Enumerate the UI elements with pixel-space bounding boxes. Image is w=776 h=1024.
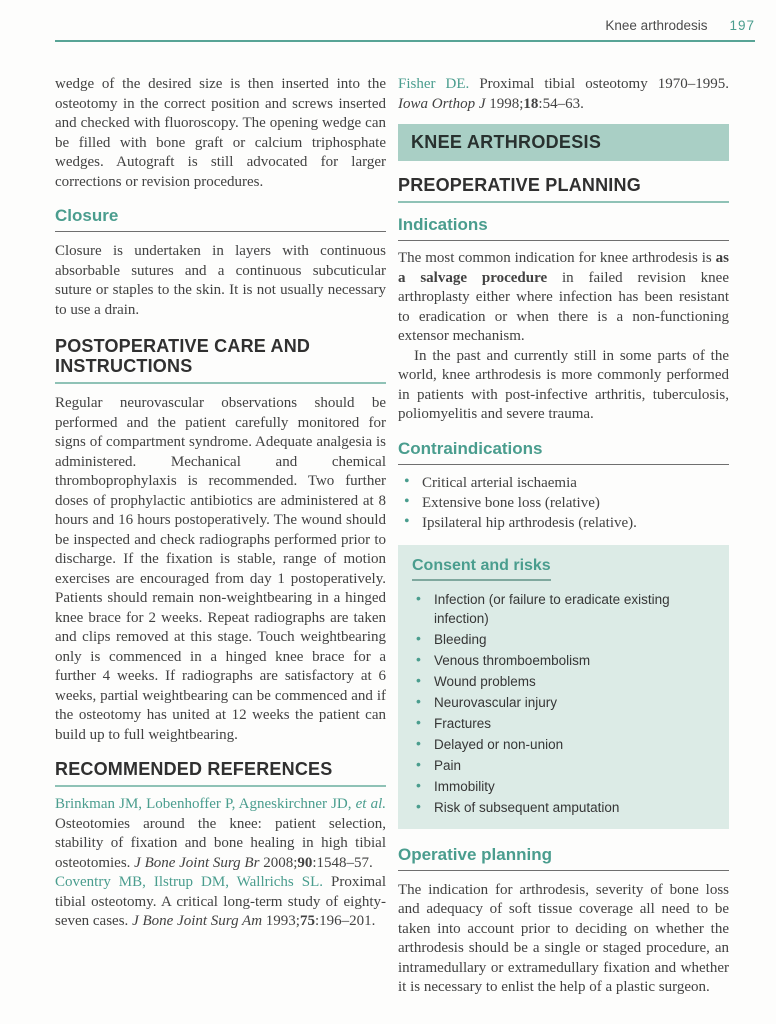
two-column-layout xyxy=(55,75,729,998)
indications-heading: Indications xyxy=(398,215,729,241)
list-item: • Ipsilateral hip arthrodesis (relative). xyxy=(398,513,729,533)
reference-etal: et al. xyxy=(355,796,386,812)
operative-planning-heading: Operative planning xyxy=(398,845,729,871)
intro-paragraph: wedge of the desired size is then inserted into the osteotomy in the correct position and screws inserted and checked with fluoroscopy. The opening wedge can be filled with bone graft or calcium triphosphate wedges. Autograft is still advocated for larger corrections or revision procedures. xyxy=(55,76,386,190)
reference-authors: Fisher DE. xyxy=(398,76,470,92)
list-item: • Wound problems xyxy=(412,672,715,691)
reference-volume: 18 xyxy=(523,95,539,112)
reference-journal: J Bone Joint Surg Br xyxy=(134,854,260,871)
list-item: • Immobility xyxy=(412,777,715,796)
postoperative-paragraph: Regular neurovascular observations should be performed and the patient carefully monitored for signs of compartment syndrome. Adequate analgesia is administered. Mechanical and chemical thromboprophylaxis is recommended. Two further doses of prophylactic antibiotics are administered at 8 hours and 16 hours postoperatively. The wound should be inspected and check radiographs performed prior to discharge. If the fixation is stable, range of motion exercises are encouraged from day 1 postoperatively. Patients should remain non-weightbearing in a hinged knee brace for 2 weeks. Repeat radiographs are taken and clips removed at this stage. Touch weightbearing only is commenced in a hinged knee brace for a further 4 weeks. If radiographs are satisfactory at 6 weeks, partial weightbearing can be commenced and if the osteotomy has united at 12 weeks the patient can build up to full weightbearing. xyxy=(55,395,386,743)
contraindications-list xyxy=(398,473,729,533)
preoperative-planning-heading: PREOPERATIVE PLANNING xyxy=(398,175,729,203)
running-header xyxy=(55,18,755,42)
reference-year: 1998; xyxy=(485,95,524,112)
reference-authors: Coventry MB, Ilstrup DM, Wallrichs SL. xyxy=(55,874,324,890)
references-section xyxy=(55,759,386,932)
indications-section xyxy=(398,215,729,425)
indications-bold-text: as a salvage procedure xyxy=(398,250,729,286)
list-item: • Critical arterial ischaemia xyxy=(398,473,729,493)
contraindications-section xyxy=(398,439,729,533)
reference-year: 1993; xyxy=(262,913,300,929)
reference-volume: 75 xyxy=(299,913,315,929)
reference-item xyxy=(55,795,386,873)
indications-paragraph-1 xyxy=(398,249,729,347)
indications-paragraph-2: In the past and currently still in some parts of the world, knee arthrodesis is more commonly performed in patients with post-infective arthritis, tuberculosis, poliomyelitis and severe trauma. xyxy=(398,347,729,422)
reference-pages: :1548–57. xyxy=(312,854,373,871)
reference-item xyxy=(55,873,386,932)
closure-paragraph: Closure is undertaken in layers with continuous absorbable sutures and a continuous subcuticular suture or staples to the skin. It is not usually necessary to use a drain. xyxy=(55,243,386,318)
running-header-title: Knee arthrodesis xyxy=(605,18,708,33)
reference-authors: Brinkman JM, Lobenhoffer P, Agneskirchner JD, xyxy=(55,796,356,812)
indications-text: The most common indication for knee arthrodesis is xyxy=(398,250,716,266)
list-item: • Fractures xyxy=(412,714,715,733)
list-item: • Delayed or non-union xyxy=(412,735,715,754)
operative-planning-section xyxy=(398,845,729,998)
reference-journal: J Bone Joint Surg Am xyxy=(132,913,263,929)
list-item: • Extensive bone loss (relative) xyxy=(398,493,729,513)
list-item: • Neurovascular injury xyxy=(412,693,715,712)
operative-planning-paragraph: The indication for arthrodesis, severity of bone loss and adequacy of soft tissue coverage all need to be taken into account prior to deciding on whether the arthrodesis should be a single or staged procedure, an intramedullary or extramedullary fixation and whether it is necessary to enlist the help of a plastic surgeon. xyxy=(398,881,729,995)
references-heading: RECOMMENDED REFERENCES xyxy=(55,759,386,787)
reference-list xyxy=(55,795,386,932)
chapter-banner: KNEE ARTHRODESIS xyxy=(398,124,729,161)
left-column xyxy=(55,75,386,998)
page-number: 197 xyxy=(729,18,755,33)
list-item: • Bleeding xyxy=(412,630,715,649)
reference-item xyxy=(398,75,729,114)
postoperative-section xyxy=(55,336,386,745)
reference-title: Proximal tibial osteotomy. A critical long-term study of eighty-seven cases. xyxy=(55,874,386,929)
reference-pages: :54–63. xyxy=(538,95,584,112)
reference-title: Osteotomies around the knee: patient selection, stability of fixation and bone healing in high tibial osteotomies. xyxy=(55,815,386,871)
contraindications-heading: Contraindications xyxy=(398,439,729,465)
closure-heading: Closure xyxy=(55,206,386,232)
consent-box-heading: Consent and risks xyxy=(412,557,551,581)
right-column xyxy=(398,75,729,998)
consent-risk-list xyxy=(412,590,715,817)
list-item: • Venous thromboembolism xyxy=(412,651,715,670)
reference-journal: Iowa Orthop J xyxy=(398,95,486,112)
list-item: • Infection (or failure to eradicate existing infection) xyxy=(412,590,715,628)
reference-title: Proximal tibial osteotomy 1970–1995. xyxy=(469,76,729,92)
postoperative-heading: POSTOPERATIVE CARE AND INSTRUCTIONS xyxy=(55,336,386,384)
consent-and-risks-box xyxy=(398,545,729,829)
list-item: • Pain xyxy=(412,756,715,775)
list-item: • Risk of subsequent amputation xyxy=(412,798,715,817)
reference-volume: 90 xyxy=(297,854,313,871)
closure-section xyxy=(55,206,386,320)
indications-text: in failed revision knee arthroplasty either where infection has been resistant to eradication or when there is a non-functioning extensor mechanism. xyxy=(398,269,729,344)
reference-year: 2008; xyxy=(259,854,298,871)
reference-pages: :196–201. xyxy=(314,913,376,929)
